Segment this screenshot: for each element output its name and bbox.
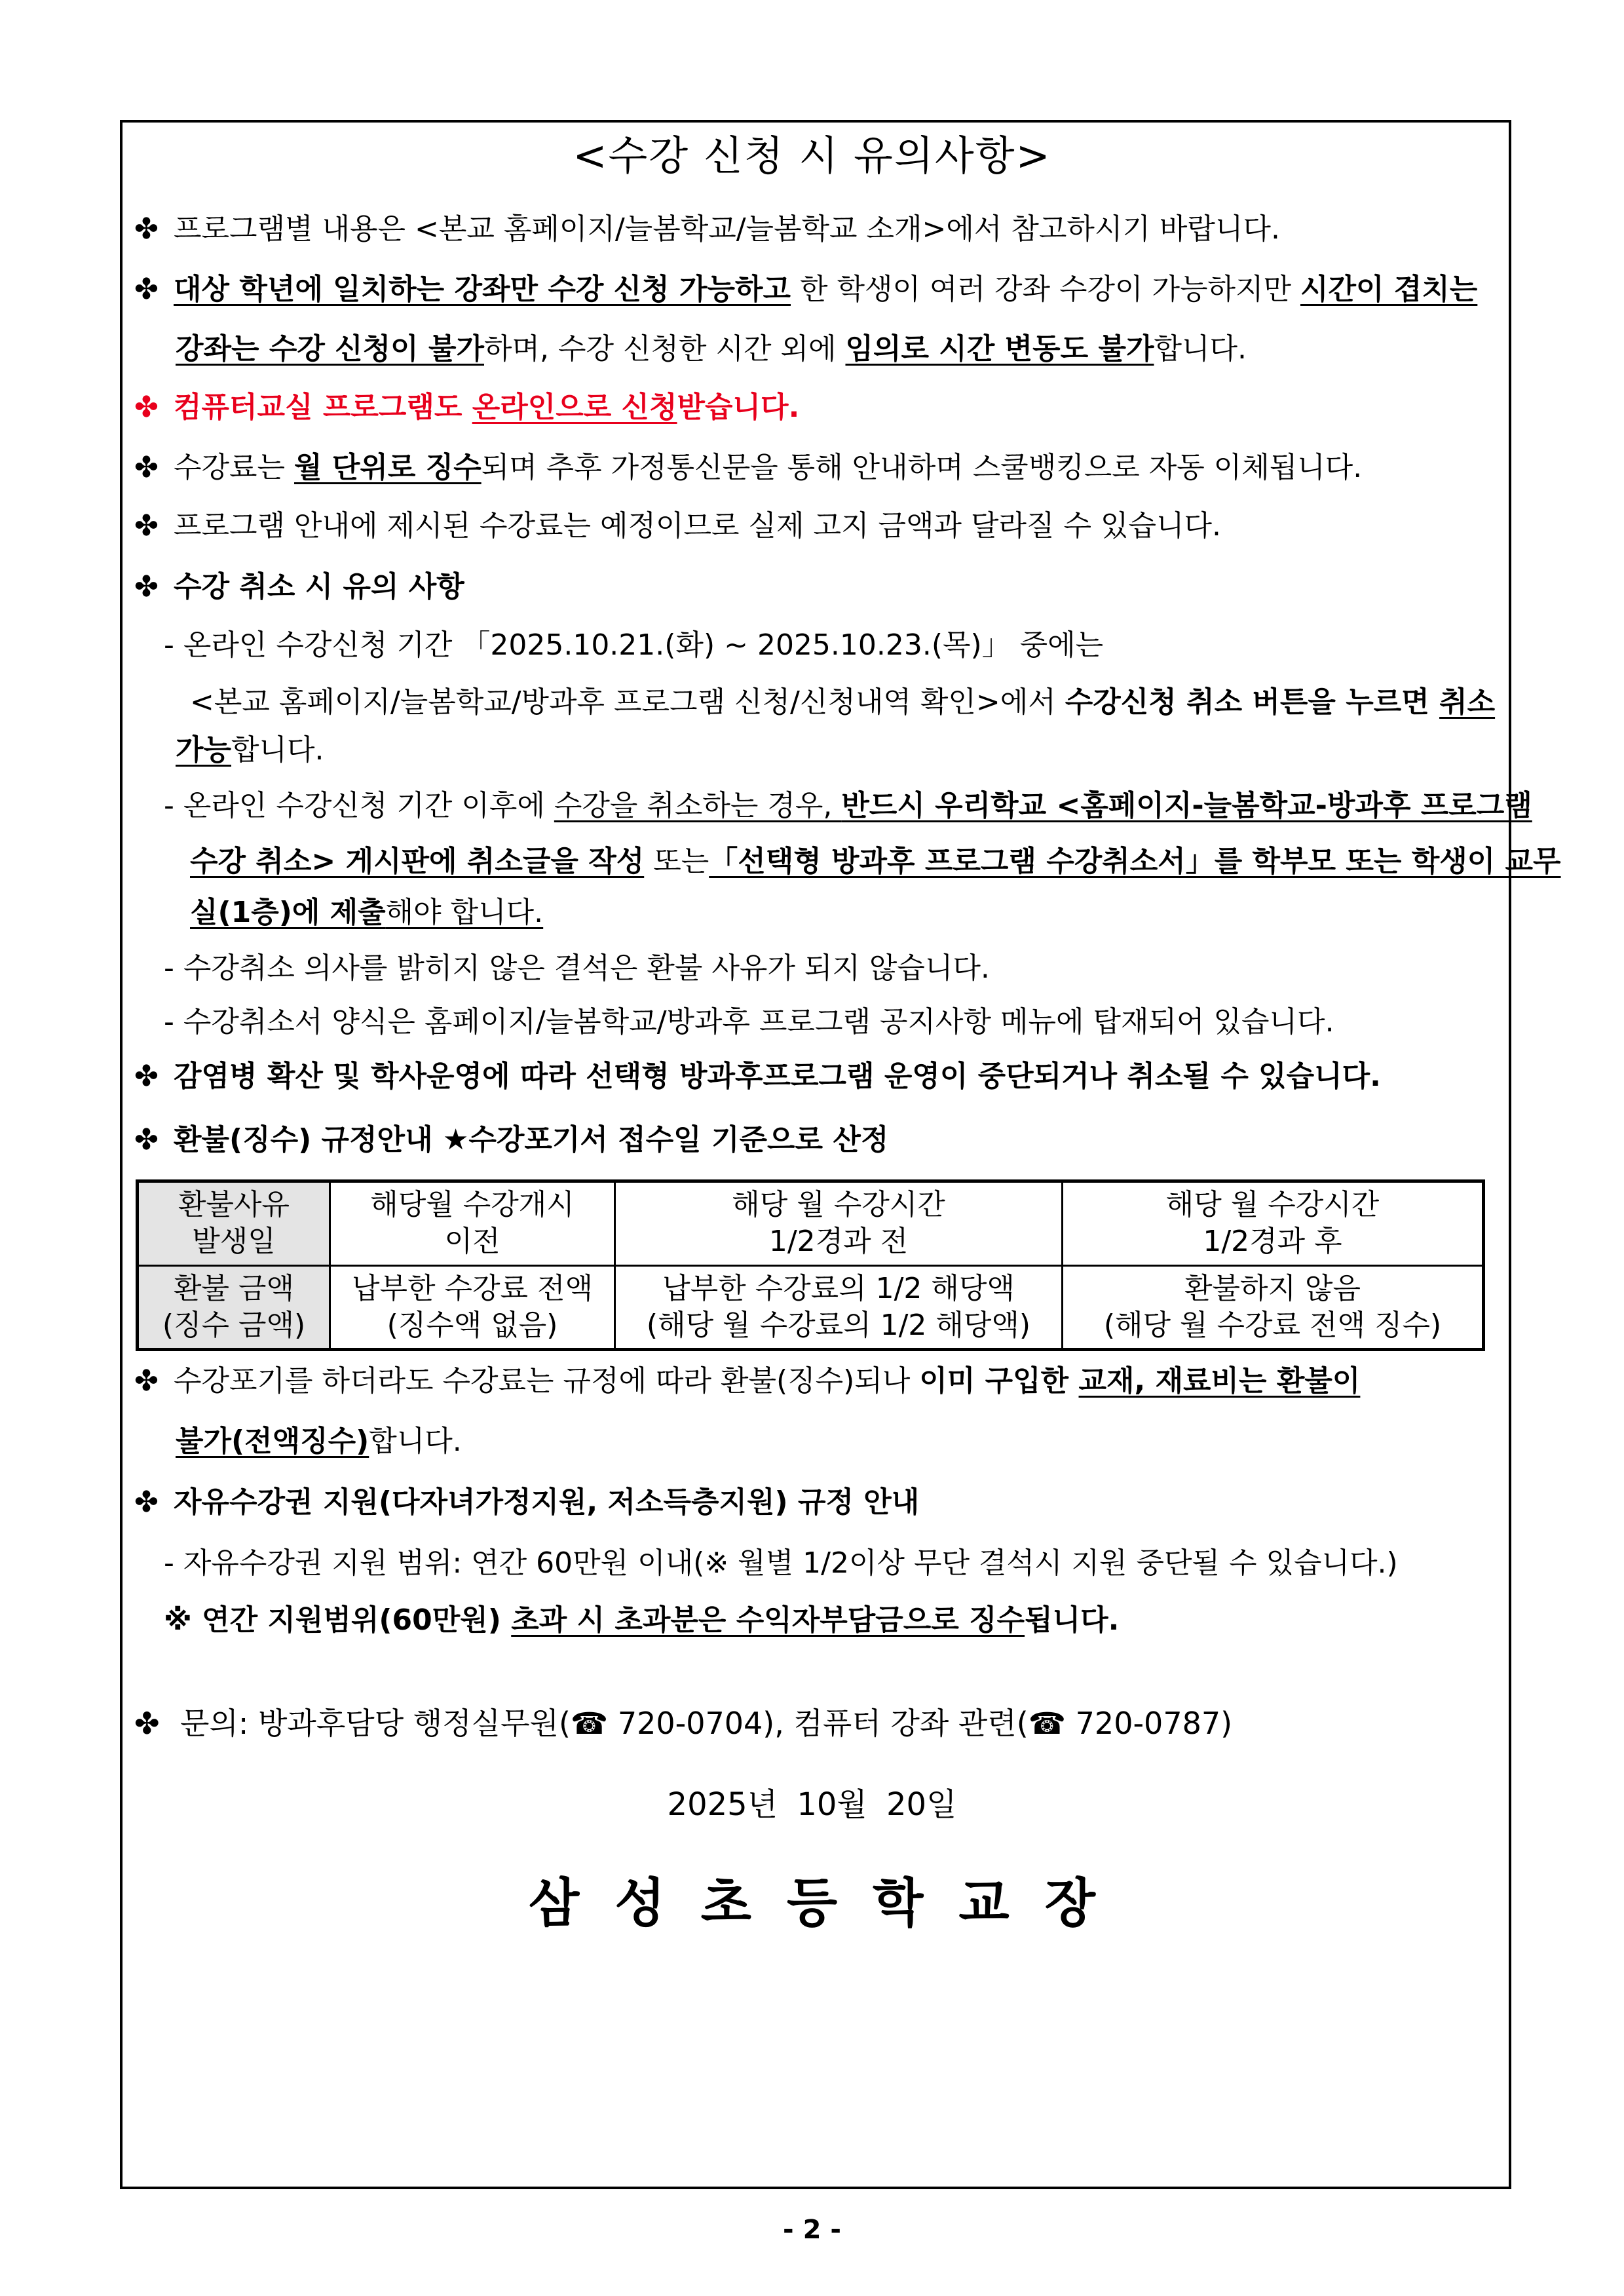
bullet-symbol-icon: ✤: [134, 391, 159, 424]
notice-voucher-heading: ✤ 자유수강권 지원(다자녀가정지원, 저소득층지원) 규정 안내: [134, 1483, 919, 1522]
cancel-after-period: - 온라인 수강신청 기간 이후에 수강을 취소하는 경우, 반드시 우리학교 <홈페이지-늘봄학교-방과후 프로그램: [164, 789, 1532, 822]
bullet-symbol-icon: ✤: [134, 212, 159, 246]
notice-fee-estimate: ✤ 프로그램 안내에 제시된 수강료는 예정이므로 실제 고지 금액과 달라질 수 있습니다.: [134, 507, 1221, 546]
page-title: <수강 신청 시 유의사항>: [573, 132, 1051, 180]
cancel-online-method: <본교 홈페이지/늘봄학교/방과후 프로그램 신청/신청내역 확인>에서 수강신청 취소 버튼을 누르면 취소: [190, 685, 1496, 719]
notice-cancel-heading: ✤ 수강 취소 시 유의 사항: [134, 567, 464, 607]
school-principal-signature: 삼성초등학교장: [529, 1873, 1131, 1934]
issue-date: 2025년 10월 20일: [667, 1786, 957, 1823]
cancel-form-note: - 수강취소서 양식은 홈페이지/늘봄학교/방과후 프로그램 공지사항 메뉴에 탑재되어 있습니다.: [164, 1005, 1334, 1039]
notice-computer-class: ✤ 컴퓨터교실 프로그램도 온라인으로 신청받습니다.: [134, 388, 799, 427]
notice-refund-heading: ✤ 환불(징수) 규정안내 ★수강포기서 접수일 기준으로 산정: [134, 1120, 888, 1160]
bullet-symbol-icon: ✤: [134, 570, 159, 603]
notice-material-nonrefund-cont: 불가(전액징수)합니다.: [176, 1425, 462, 1458]
refund-cell: 해당월 수강개시 이전: [330, 1181, 615, 1266]
refund-cell: 해당 월 수강시간 1/2경과 후: [1063, 1181, 1484, 1266]
bullet-symbol-icon: ✤: [134, 273, 159, 306]
bullet-symbol-icon: ✤: [134, 451, 159, 484]
bullet-symbol-icon: ✤: [134, 1123, 159, 1157]
refund-cell-header: 환불 금액 (징수 금액): [138, 1265, 330, 1350]
refund-table: [136, 1179, 1485, 1351]
notice-program-info: ✤ 프로그램별 내용은 <본교 홈페이지/늘봄학교/늘봄학교 소개>에서 참고하시기 바랍니다.: [134, 210, 1280, 249]
refund-cell: 해당 월 수강시간 1/2경과 전: [615, 1181, 1063, 1266]
bullet-symbol-icon: ✤: [134, 1364, 159, 1398]
refund-cell: 환불하지 않음 (해당 월 수강료 전액 징수): [1063, 1265, 1484, 1350]
bullet-symbol-icon: ✤: [134, 1060, 159, 1093]
bullet-symbol-icon: ✤: [134, 509, 159, 543]
cancel-online-method-cont: 가능합니다.: [176, 733, 324, 767]
refund-cell: 납부한 수강료 전액 (징수액 없음): [330, 1265, 615, 1350]
page-number: - 2 -: [783, 2215, 841, 2245]
refund-row-period: [138, 1181, 1484, 1266]
bullet-symbol-icon: ✤: [134, 1485, 159, 1519]
cancel-absence-note: - 수강취소 의사를 밝히지 않은 결석은 환불 사유가 되지 않습니다.: [164, 951, 990, 985]
refund-cell: 납부한 수강료의 1/2 해당액 (해당 월 수강료의 1/2 해당액): [615, 1265, 1063, 1350]
refund-cell-header: 환불사유 발생일: [138, 1181, 330, 1266]
notice-grade-restriction-cont: 강좌는 수강 신청이 불가하며, 수강 신청한 시간 외에 임의로 시간 변동도 불가합니다.: [176, 332, 1247, 366]
refund-row-amount: [138, 1265, 1484, 1350]
voucher-excess-note: ※ 연간 지원범위(60만원) 초과 시 초과분은 수익자부담금으로 징수됩니다.: [164, 1603, 1120, 1637]
notice-fee-collection: ✤ 수강료는 월 단위로 징수되며 추후 가정통신문을 통해 안내하며 스쿨뱅킹으로 자동 이체됩니다.: [134, 448, 1362, 488]
notice-program-suspension: ✤ 감염병 확산 및 학사운영에 따라 선택형 방과후프로그램 운영이 중단되거나 취소될 수 있습니다.: [134, 1057, 1381, 1096]
notice-material-nonrefund: ✤ 수강포기를 하더라도 수강료는 규정에 따라 환불(징수)되나 이미 구입한 교재, 재료비는 환불이: [134, 1362, 1473, 1401]
bullet-symbol-icon: ✤: [134, 1706, 160, 1741]
contact-info: ✤ 문의: 방과후담당 행정실무원(☎ 720-0704), 컴퓨터 강좌 관련(☎ 720-0787): [134, 1704, 1232, 1743]
cancel-period: - 온라인 수강신청 기간 「2025.10.21.(화) ~ 2025.10.23.(목)」 중에는: [164, 628, 1104, 662]
voucher-range: - 자유수강권 지원 범위: 연간 60만원 이내(※ 월별 1/2이상 무단 결석시 지원 중단될 수 있습니다.): [164, 1546, 1398, 1580]
notice-grade-restriction: ✤ 대상 학년에 일치하는 강좌만 수강 신청 가능하고 한 학생이 여러 강좌 수강이 가능하지만 시간이 겹치는: [134, 270, 1485, 309]
cancel-after-period-cont2: 실(1층)에 제출해야 합니다.: [190, 896, 544, 929]
cancel-after-period-cont: 수강 취소> 게시판에 취소글을 작성 또는「선택형 방과후 프로그램 수강취소서」를 학부모 또는 학생이 교무: [190, 845, 1561, 878]
